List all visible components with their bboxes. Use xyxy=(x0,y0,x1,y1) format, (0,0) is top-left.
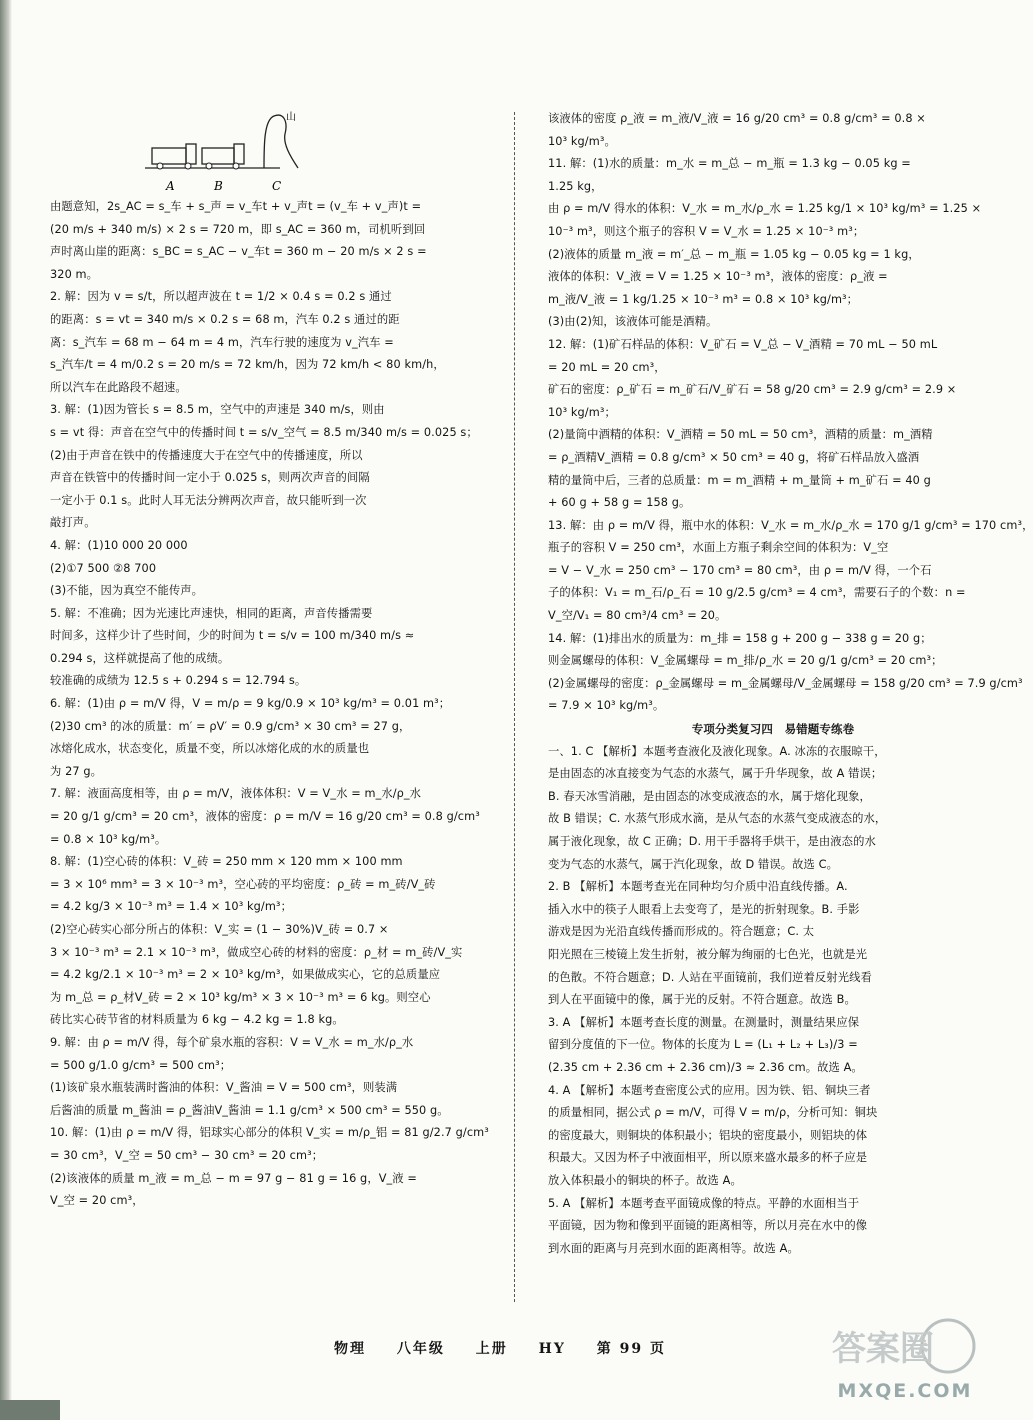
left-answer-line: = 4.2 kg/3 × 10⁻³ m³ = 1.4 × 10³ kg/m³； xyxy=(50,900,292,914)
right-answer-line: 1.25 kg， xyxy=(548,179,603,193)
error-prone-line: 插入水中的筷子人眼看上去变弯了，是光的折射现象。B. 手影 xyxy=(548,902,860,916)
right-answer-line: 10³ kg/m³。 xyxy=(548,134,616,148)
left-answer-line: s = vt 得：声音在空气中的传播时间 t = s/v_空气 = 8.5 m/340 m/s = 0.025 s； xyxy=(50,425,478,439)
error-prone-line: 是由固态的冰直接变为气态的水蒸气，属于升华现象，故 A 错误； xyxy=(548,767,883,781)
error-prone-line: 积最大。又因为杯子中液面相平，所以原来盛水最多的杯子应是 xyxy=(548,1151,868,1165)
left-answer-line: 为 27 g。 xyxy=(50,764,103,778)
right-column xyxy=(548,108,1033,1260)
left-answer-line: 离：s_汽车 = 68 m − 64 m = 4 m，汽车行驶的速度为 v_汽车 = xyxy=(50,335,394,349)
left-answer-line: 3. 解：(1)因为管长 s = 8.5 m，空气中的声速是 340 m/s，则由 xyxy=(50,403,385,417)
left-answer-line: = 30 cm³，V_空 = 50 cm³ − 30 cm³ = 20 cm³； xyxy=(50,1148,324,1162)
right-answer-line: 14. 解：(1)排出水的质量为：m_排 = 158 g + 200 g − 338 g = 20 g； xyxy=(548,631,932,645)
watermark-text: MXQE.COM xyxy=(837,1380,973,1402)
left-answer-line: 2. 解：因为 v = s/t，所以超声波在 t = 1/2 × 0.4 s = 0.2 s 通过 xyxy=(50,290,392,304)
error-prone-line: 阳光照在三棱镜上发生折射，被分解为绚丽的七色光，也就是光 xyxy=(548,947,868,961)
watermark-seal-icon xyxy=(826,1316,984,1380)
watermark-logo xyxy=(826,1316,984,1412)
label-c: C xyxy=(272,179,282,193)
left-answer-lines xyxy=(50,196,490,1213)
footer-edition: HY xyxy=(538,1341,566,1357)
error-prone-line: 一、1. C 【解析】本题考查液化及液化现象。A. 冰冻的衣服晾干， xyxy=(548,744,886,758)
error-prone-line: 2. B 【解析】本题考查光在同种均匀介质中沿直线传播。A. xyxy=(548,880,848,894)
right-answer-line: 精的量筒中后，三者的总质量：m = m_酒精 + m_量筒 + m_矿石 = 40 g xyxy=(548,473,931,487)
left-answer-line: 320 m。 xyxy=(50,267,99,281)
right-answer-line: = 20 mL = 20 cm³， xyxy=(548,360,666,374)
left-answer-line: = 500 g/1.0 g/cm³ = 500 cm³； xyxy=(50,1058,232,1072)
left-answer-line: (2)①7 500 ②8 700 xyxy=(50,561,157,575)
left-answer-line: (2)30 cm³ 的冰的质量：m′ = ρV′ = 0.9 g/cm³ × 30 cm³ = 27 g， xyxy=(50,719,411,733)
left-answer-line: 5. 解：不准确；因为光速比声速快，相同的距离，声音传播需要 xyxy=(50,606,373,620)
left-answer-line: 声时离山崖的距离：s_BC = s_AC − v_车t = 360 m − 20 m/s × 2 s = xyxy=(50,245,427,259)
error-prone-line: B. 春天冰雪消融，是由固态的冰变成液态的水，属于熔化现象， xyxy=(548,789,871,803)
error-prone-line: 到水面的距离与月亮到水面的距离相等。故选 A。 xyxy=(548,1241,799,1255)
error-prone-line: 游戏是因为光沿直线传播而形成的。符合题意；C. 太 xyxy=(548,925,815,939)
left-answer-line: 为 m_总 = ρ_材V_砖 = 2 × 10³ kg/m³ × 3 × 10⁻³ m³ = 6 kg。则空心 xyxy=(50,990,431,1004)
left-answer-line: 6. 解：(1)由 ρ = m/V 得，V = m/ρ = 9 kg/0.9 × 10³ kg/m³ = 0.01 m³； xyxy=(50,697,451,711)
left-answer-line: 0.294 s，这样就提高了他的成绩。 xyxy=(50,651,230,665)
left-answer-line: 7. 解：液面高度相等，由 ρ = m/V，液体体积：V = V_水 = m_水/ρ_水 xyxy=(50,787,422,801)
left-answer-line: 8. 解：(1)空心砖的体积：V_砖 = 250 mm × 120 mm × 100 mm xyxy=(50,855,403,869)
footer-page: 第 99 页 xyxy=(596,1341,666,1357)
right-answer-line: 10³ kg/m³； xyxy=(548,405,616,419)
error-prone-line: 留到分度值的下一位。物体的长度为 L = (L₁ + L₂ + L₃)/3 = xyxy=(548,1038,858,1052)
scan-edge-bottom xyxy=(0,1400,60,1420)
left-answer-line: 声音在铁管中的传播时间一定小于 0.025 s，则两次声音的间隔 xyxy=(50,471,370,485)
right-answer-line: (2)金属螺母的密度：ρ_金属螺母 = m_金属螺母/V_金属螺母 = 158 g/20 cm³ = 7.9 g/cm³ xyxy=(548,676,1023,690)
error-prone-answers xyxy=(548,741,988,1261)
right-answer-line: + 60 g + 58 g = 158 g。 xyxy=(548,496,691,510)
footer-volume: 上册 xyxy=(475,1341,508,1357)
right-answer-lines xyxy=(548,108,1033,718)
left-answer-line: 砖比实心砖节省的材料质量为 6 kg − 4.2 kg = 1.8 kg。 xyxy=(50,1013,344,1027)
error-prone-line: 平面镜，因为物和像到平面镜的距离相等，所以月亮在水中的像 xyxy=(548,1219,868,1233)
right-answer-line: 10⁻³ m³，则这个瓶子的容积 V = V_水 = 1.25 × 10⁻³ m³； xyxy=(548,224,865,238)
left-answer-line: s_汽车/t = 4 m/0.2 s = 20 m/s = 72 km/h，因为 72 km/h < 80 km/h， xyxy=(50,358,445,372)
error-prone-line: 的质量相同，据公式 ρ = m/V，可得 V = m/ρ，分析可知：铜块 xyxy=(548,1106,878,1120)
right-answer-line: V_空/V₁ = 80 cm³/4 cm³ = 20。 xyxy=(548,609,727,623)
right-answer-line: m_液/V_液 = 1 kg/1.25 × 10⁻³ m³ = 0.8 × 10³ kg/m³； xyxy=(548,292,859,306)
error-prone-line: 的密度最大，则铜块的体积最小；铝块的密度最小，则铝块的体 xyxy=(548,1128,868,1142)
error-prone-line: 放入体积最小的铜块的杯子。故选 A。 xyxy=(548,1173,742,1187)
right-answer-line: (2)液体的质量 m_液 = m′_总 − m_瓶 = 1.05 kg − 0.05 kg = 1 kg， xyxy=(548,247,920,261)
right-answer-line: (2)量筒中酒精的体积：V_酒精 = 50 mL = 50 cm³，酒精的质量：m_酒精 xyxy=(548,428,933,442)
left-column xyxy=(50,100,490,1213)
right-answer-line: 则金属螺母的体积：V_金属螺母 = m_排/ρ_水 = 20 g/1 g/cm³ = 20 cm³； xyxy=(548,654,943,668)
label-a: A xyxy=(166,179,175,193)
left-answer-line: 时间多，这样少计了些时间，少的时间为 t = s/v = 100 m/340 m/s ≈ xyxy=(50,629,415,643)
right-answer-line: 该液体的密度 ρ_液 = m_液/V_液 = 16 g/20 cm³ = 0.8 g/cm³ = 0.8 × xyxy=(548,112,926,125)
footer-subject: 物理 xyxy=(334,1341,367,1357)
left-answer-line: 一定小于 0.1 s。此时人耳无法分辨两次声音，故只能听到一次 xyxy=(50,493,367,507)
left-answer-line: = 4.2 kg/2.1 × 10⁻³ m³ = 2 × 10³ kg/m³，如果做成实心，它的总质量应 xyxy=(50,968,441,982)
right-answer-line: = 7.9 × 10³ kg/m³。 xyxy=(548,699,665,713)
left-answer-line: 较准确的成绩为 12.5 s + 0.294 s = 12.794 s。 xyxy=(50,674,307,688)
error-prone-line: 故 B 错误；C. 水蒸气形成水滴，是从气态的水蒸气变成液态的水， xyxy=(548,812,887,826)
left-answer-line: = 3 × 10⁶ mm³ = 3 × 10⁻³ m³，空心砖的平均密度：ρ_砖 = m_砖/V_砖 xyxy=(50,877,436,891)
left-answer-line: = 0.8 × 10³ kg/m³。 xyxy=(50,832,167,846)
truck-a-icon xyxy=(152,144,196,169)
left-answer-line: 的距离：s = vt = 340 m/s × 0.2 s = 68 m，汽车 0.2 s 通过的距 xyxy=(50,312,400,326)
error-prone-line: 3. A 【解析】本题考查长度的测量。在测量时，测量结果应保 xyxy=(548,1015,860,1029)
error-prone-line: 属于液化现象，故 C 正确；D. 用干手器将手烘干，是由液态的水 xyxy=(548,835,876,848)
mountain-label: 山 xyxy=(286,112,297,123)
right-answer-line: 子的体积：V₁ = m_石/ρ_石 = 10 g/2.5 g/cm³ = 4 cm³，需要石子的个数：n = xyxy=(548,586,966,600)
right-answer-line: 液体的体积：V_液 = V = 1.25 × 10⁻³ m³，液体的密度：ρ_液 = xyxy=(548,270,888,284)
truck-diagram xyxy=(50,100,297,196)
left-answer-line: (2)由于声音在铁中的传播速度大于在空气中的传播速度，所以 xyxy=(50,448,363,462)
left-answer-line: V_空 = 20 cm³， xyxy=(50,1194,144,1208)
right-answer-line: 瓶子的容积 V = 250 cm³，水面上方瓶子剩余空间的体积为：V_空 xyxy=(548,541,889,555)
column-divider xyxy=(514,112,515,1302)
mountain-icon xyxy=(264,115,298,168)
right-answer-line: = V − V_水 = 250 cm³ − 170 cm³ = 80 cm³，由 ρ = m/V 得，一个石 xyxy=(548,563,932,577)
label-b: B xyxy=(214,179,223,193)
right-answer-line: (3)由(2)知，该液体可能是酒精。 xyxy=(548,315,718,329)
footer-grade: 八年级 xyxy=(396,1341,445,1357)
left-answer-line: 由题意知，2s_AC = s_车 + s_声 = v_车t + v_声t = (v_车 + v_声)t = xyxy=(50,200,422,213)
scan-edge-left xyxy=(0,0,12,1420)
left-answer-line: = 20 g/1 g/cm³ = 20 cm³，液体的密度：ρ = m/V = 16 g/20 cm³ = 0.8 g/cm³ xyxy=(50,810,480,824)
right-answer-line: 矿石的密度：ρ_矿石 = m_矿石/V_矿石 = 58 g/20 cm³ = 2.9 g/cm³ = 2.9 × xyxy=(548,383,957,397)
section-title: 专项分类复习四 易错题专练卷 xyxy=(691,722,855,737)
right-answer-line: 12. 解：(1)矿石样品的体积：V_矿石 = V_总 − V_酒精 = 70 mL − 50 mL xyxy=(548,337,938,351)
left-answer-line: (20 m/s + 340 m/s) × 2 s = 720 m，即 s_AC = 360 m，司机听到回 xyxy=(50,222,426,236)
left-answer-line: 敲打声。 xyxy=(50,516,96,530)
left-answer-line: 后酱油的质量 m_酱油 = ρ_酱油V_酱油 = 1.1 g/cm³ × 500 cm³ = 550 g。 xyxy=(50,1103,449,1117)
left-answer-line: 9. 解：由 ρ = m/V 得，每个矿泉水瓶的容积：V = V_水 = m_水/ρ_水 xyxy=(50,1035,414,1049)
left-answer-line: (2)空心砖实心部分所占的体积：V_实 = (1 − 30%)V_砖 = 0.7 × xyxy=(50,923,389,936)
error-prone-line: 到人在平面镜中的像，属于光的反射。不符合题意。故选 B。 xyxy=(548,993,856,1007)
error-prone-line: (2.35 cm + 2.36 cm + 2.36 cm)/3 ≈ 2.36 cm。故选 A。 xyxy=(548,1060,863,1074)
error-prone-line: 4. A 【解析】本题考查密度公式的应用。因为铁、铝、铜块三者 xyxy=(548,1083,871,1097)
left-answer-line: (2)该液体的质量 m_液 = m_总 − m = 97 g − 81 g = 16 g，V_液 = xyxy=(50,1171,417,1185)
right-answer-line: 11. 解：(1)水的质量：m_水 = m_总 − m_瓶 = 1.3 kg − 0.05 kg = xyxy=(548,157,911,171)
left-answer-line: 冰熔化成水，状态变化，质量不变，所以冰熔化成的水的质量也 xyxy=(50,742,370,756)
truck-b-icon xyxy=(202,144,244,169)
right-answer-line: = ρ_酒精V_酒精 = 0.8 g/cm³ × 50 cm³ = 40 g，将矿石样品放入盛酒 xyxy=(548,450,920,464)
left-answer-line: (1)该矿泉水瓶装满时酱油的体积：V_酱油 = V = 500 cm³，则装满 xyxy=(50,1081,398,1095)
watermark-seal-text: 答案圈 xyxy=(832,1329,934,1369)
right-answer-line: 13. 解：由 ρ = m/V 得，瓶中水的体积：V_水 = m_水/ρ_水 = 170 g/1 g/cm³ = 170 cm³， xyxy=(548,518,1033,532)
truck-mountain-figure xyxy=(50,100,490,196)
left-answer-line: (3)不能，因为真空不能传声。 xyxy=(50,584,204,598)
error-prone-line: 5. A 【解析】本题考查平面镜成像的特点。平静的水面相当于 xyxy=(548,1196,860,1210)
left-answer-line: 所以汽车在此路段不超速。 xyxy=(50,380,187,394)
error-prone-line: 变为气态的水蒸气，属于汽化现象，故 D 错误。故选 C。 xyxy=(548,857,838,871)
left-answer-line: 3 × 10⁻³ m³ = 2.1 × 10⁻³ m³，做成空心砖的材料的密度：ρ_材 = m_砖/V_实 xyxy=(50,945,463,959)
error-prone-line: 的色散。不符合题意；D. 人站在平面镜前，我们逆着反射光线看 xyxy=(548,970,872,984)
left-answer-line: 10. 解：(1)由 ρ = m/V 得，铝球实心部分的体积 V_实 = m/ρ_铝 = 81 g/2.7 g/cm³ xyxy=(50,1126,489,1140)
right-answer-line: 由 ρ = m/V 得水的体积：V_水 = m_水/ρ_水 = 1.25 kg/1 × 10³ kg/m³ = 1.25 × xyxy=(548,202,982,216)
left-answer-line: 4. 解：(1)10 000 20 000 xyxy=(50,538,188,552)
